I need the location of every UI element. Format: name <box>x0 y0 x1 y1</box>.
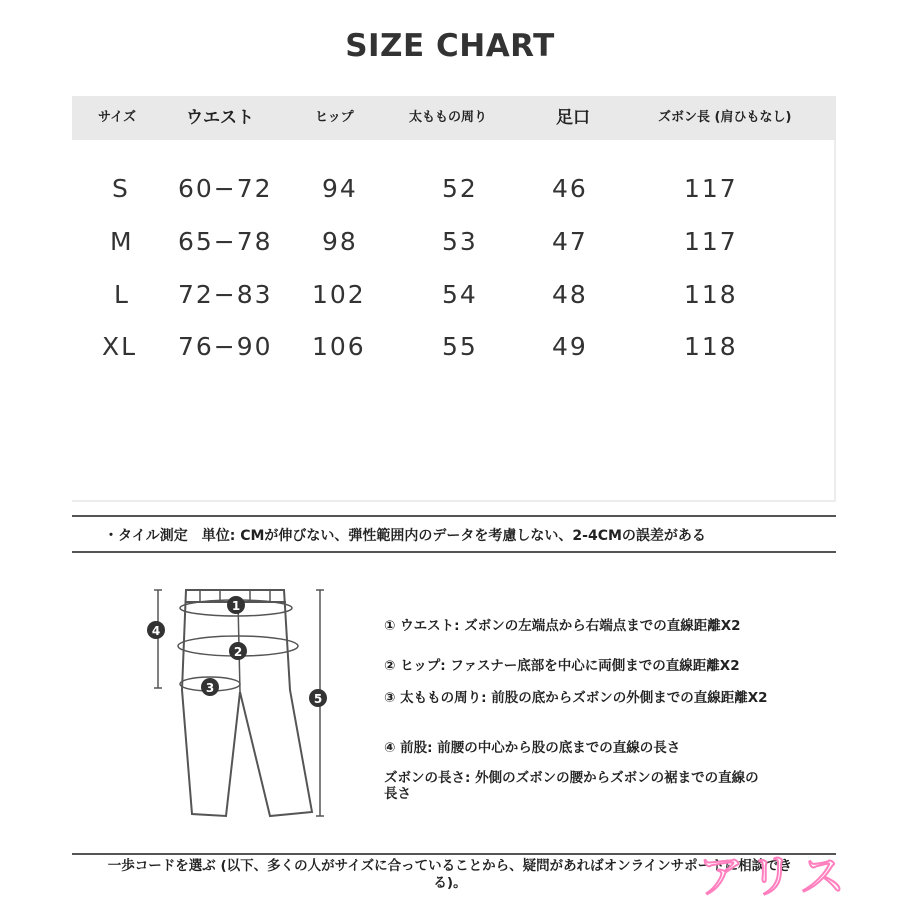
divider <box>72 551 836 553</box>
cell-thigh: 52 <box>442 174 478 203</box>
header-waist: ウエスト <box>186 108 254 128</box>
divider <box>72 515 836 517</box>
cell-size: XL <box>102 332 138 361</box>
header-length: ズボン長 (肩ひもなし) <box>658 110 792 125</box>
cell-hip: 98 <box>322 227 358 256</box>
svg-text:1: 1 <box>231 599 241 613</box>
table-row <box>0 174 900 214</box>
measurement-note: ・タイル測定 単位: CMが伸びない、弾性範囲内のデータを考慮しない、2-4CMの誤差がある <box>104 528 706 544</box>
legend-hip: ② ヒップ: ファスナー底部を中心に両側までの直線距離X2 <box>384 658 740 674</box>
footer-note: 一歩コードを選ぶ (以下、多くの人がサイズに合っていることから、疑問があればオンラインサポートに相談できる)。 <box>107 858 793 891</box>
watermark: アリス <box>698 849 852 900</box>
cell-hem: 48 <box>552 280 588 309</box>
cell-thigh: 55 <box>442 332 478 361</box>
cell-length: 118 <box>684 332 738 361</box>
table-row <box>0 280 900 320</box>
cell-waist: 60−72 <box>178 174 273 203</box>
cell-thigh: 53 <box>442 227 478 256</box>
header-hip: ヒップ <box>315 110 354 125</box>
marker-2 <box>229 642 247 660</box>
marker-5 <box>309 689 327 707</box>
cell-hip: 102 <box>312 280 366 309</box>
cell-hem: 49 <box>552 332 588 361</box>
pants-diagram <box>140 580 350 840</box>
cell-waist: 76−90 <box>178 332 273 361</box>
cell-length: 117 <box>684 174 738 203</box>
legend-length: ズボンの長さ: 外側のズボンの腰からズボンの裾までの直線の長さ <box>384 770 759 802</box>
svg-text:5: 5 <box>313 692 323 706</box>
header-hem: 足口 <box>556 108 590 128</box>
marker-4 <box>147 621 165 639</box>
chart-title: SIZE CHART <box>345 28 555 64</box>
svg-text:2: 2 <box>233 645 243 659</box>
cell-hip: 94 <box>322 174 358 203</box>
legend-thigh: ③ 太ももの周り: 前股の底からズボンの外側までの直線距離X2 <box>384 690 768 706</box>
cell-length: 118 <box>684 280 738 309</box>
cell-hem: 46 <box>552 174 588 203</box>
cell-length: 117 <box>684 227 738 256</box>
pants-outline <box>182 590 312 816</box>
table-header <box>72 96 836 140</box>
marker-1 <box>227 596 245 614</box>
cell-hip: 106 <box>312 332 366 361</box>
header-thigh: 太ももの周り <box>409 110 488 125</box>
marker-3 <box>201 678 219 696</box>
svg-text:4: 4 <box>151 624 161 638</box>
table-row <box>0 332 900 372</box>
table-row <box>0 227 900 267</box>
cell-size: S <box>112 174 130 203</box>
legend-rise: ④ 前股: 前腰の中心から股の底までの直線の長さ <box>384 740 681 756</box>
header-size: サイズ <box>98 110 136 125</box>
cell-waist: 72−83 <box>178 280 273 309</box>
cell-hem: 47 <box>552 227 588 256</box>
svg-text:3: 3 <box>205 681 215 695</box>
cell-waist: 65−78 <box>178 227 273 256</box>
legend-waist: ① ウエスト: ズボンの左端点から右端点までの直線距離X2 <box>384 618 741 634</box>
cell-size: L <box>114 280 130 309</box>
cell-size: M <box>110 227 134 256</box>
cell-thigh: 54 <box>442 280 478 309</box>
